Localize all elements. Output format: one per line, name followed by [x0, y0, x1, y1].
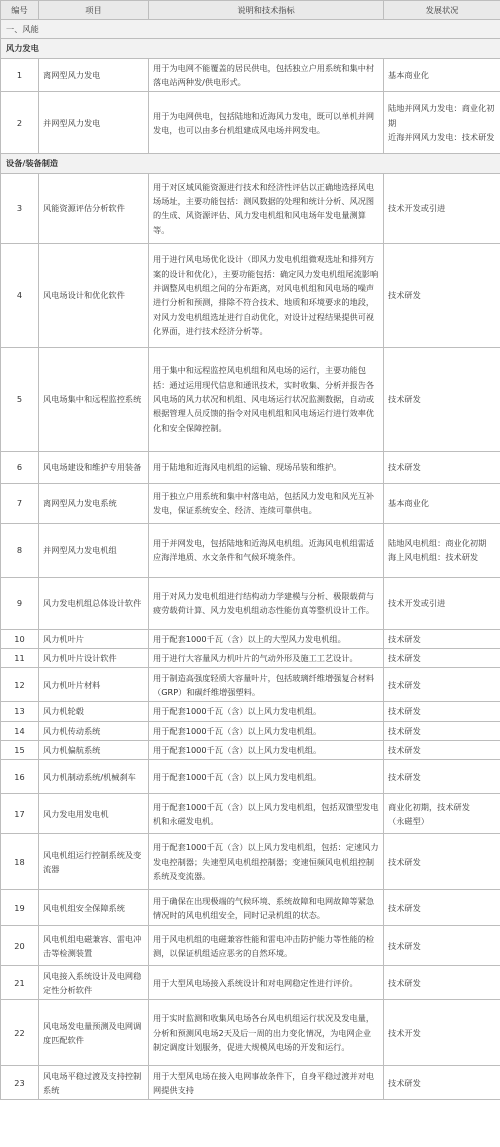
table-row	[1, 483, 500, 523]
cell-desc: 用于大型风电场在接入电网事故条件下，自身平稳过渡并对电网提供支持	[149, 1066, 384, 1100]
table-row	[1, 451, 500, 483]
cell-desc: 用于确保在出现极端的气候环境、系统故障和电网故障等紧急情况时的风电机组安全，同时记录机组的状态。	[149, 890, 384, 926]
cell-item: 风能资源评估分析软件	[39, 173, 149, 243]
cell-item: 风电场设计和优化软件	[39, 243, 149, 347]
cell-num: 1	[1, 58, 39, 92]
table-row	[1, 1000, 500, 1066]
cell-item: 风电场建设和维护专用装备	[39, 451, 149, 483]
table-row	[1, 243, 500, 347]
status-line: 技术研发	[388, 706, 421, 717]
table-row	[1, 668, 500, 702]
cell-desc: 用于配套1000千瓦（含）以上风力发电机组。	[149, 721, 384, 740]
header-item: 项目	[39, 1, 149, 20]
cell-num: 7	[1, 483, 39, 523]
cell-desc: 用于制造高强度轻质大容量叶片，包括玻璃纤维增强复合材料（GRP）和碳纤维增强塑料。	[149, 668, 384, 702]
cell-status	[384, 702, 500, 721]
cell-desc: 用于大型风电场接入系统设计和对电网稳定性进行评价。	[149, 966, 384, 1000]
cell-status	[384, 92, 500, 154]
table-row	[1, 890, 500, 926]
cell-status	[384, 58, 500, 92]
cell-desc: 用于陆地和近海风电机组的运输、现场吊装和维护。	[149, 451, 384, 483]
cell-num: 20	[1, 926, 39, 966]
status-line: （永磁型）	[388, 815, 429, 826]
cell-num: 14	[1, 721, 39, 740]
cell-item: 风电机组运行控制系统及变流器	[39, 834, 149, 890]
status-line: 海上风电机组：技术研发	[388, 552, 479, 563]
cell-status	[384, 173, 500, 243]
status-line: 陆地风电机组：商业化初期	[388, 537, 487, 548]
cell-status	[384, 1066, 500, 1100]
status-line: 技术研发	[388, 633, 421, 644]
cell-item: 风电场集中和远程监控系统	[39, 347, 149, 451]
subsection-title: 风力发电	[1, 39, 500, 58]
status-line: 技术研发	[388, 940, 421, 951]
cell-item: 并网型风力发电机组	[39, 523, 149, 577]
status-line: 技术研发	[388, 1077, 421, 1088]
table-row	[1, 926, 500, 966]
cell-num: 15	[1, 741, 39, 760]
cell-status	[384, 966, 500, 1000]
cell-num: 6	[1, 451, 39, 483]
cell-desc: 用于为电网供电，包括陆地和近海风力发电，既可以单机并网发电，也可以由多台机组建成风电场并网发电。	[149, 92, 384, 154]
cell-item: 风力机叶片设计软件	[39, 649, 149, 668]
status-line: 技术研发	[388, 856, 421, 867]
cell-num: 5	[1, 347, 39, 451]
subsection-row	[1, 39, 500, 58]
cell-desc: 用于进行大容量风力机叶片的气动外形及施工工艺设计。	[149, 649, 384, 668]
subsection-row	[1, 154, 500, 173]
cell-num: 22	[1, 1000, 39, 1066]
cell-desc: 用于实时监测和收集风电场各台风电机组运行状况及发电量，分析和预测风电场2天及后一周的出力变化情况，为电网企业制定调度计划服务，促进大规模风电场的开发和运行。	[149, 1000, 384, 1066]
cell-item: 风力机制动系统/机械刹车	[39, 760, 149, 794]
status-line: 基本商业化	[388, 498, 429, 509]
cell-item: 风力机传动系统	[39, 721, 149, 740]
cell-num: 3	[1, 173, 39, 243]
cell-num: 19	[1, 890, 39, 926]
cell-item: 风力机偏航系统	[39, 741, 149, 760]
cell-item: 离网型风力发电系统	[39, 483, 149, 523]
cell-desc: 用于独立户用系统和集中村落电站，包括风力发电和风光互补发电，保证系统安全、经济、连续可靠供电。	[149, 483, 384, 523]
cell-num: 11	[1, 649, 39, 668]
status-line: 技术研发	[388, 462, 421, 473]
table-row	[1, 92, 500, 154]
cell-status	[384, 926, 500, 966]
cell-desc: 用于配套1000千瓦（含）以上风力发电机组。	[149, 741, 384, 760]
status-line: 基本商业化	[388, 69, 429, 80]
cell-item: 风力机叶片材料	[39, 668, 149, 702]
cell-item: 风力发电机组总体设计软件	[39, 577, 149, 629]
cell-status	[384, 721, 500, 740]
header-status: 发展状况	[384, 1, 500, 20]
cell-status	[384, 243, 500, 347]
table-row	[1, 834, 500, 890]
table-row	[1, 649, 500, 668]
subsection-title: 设备/装备制造	[1, 154, 500, 173]
cell-desc: 用于进行风电场优化设计（即风力发电机组微观选址和排列方案的设计和优化），主要功能包括：确定风力发电机组尾流影响并调整风电机组之间的分布距离，对风电机组和风电场的噪声进行分析和预测，排除不符合技术、地质和环境要求的地段，对风力发电机组选址进行自动优化，对设计过程结果提供可视化界面，进行技术经济分析等。	[149, 243, 384, 347]
cell-item: 风电机组电磁兼容、雷电冲击等检测装置	[39, 926, 149, 966]
status-line: 技术研发	[388, 394, 421, 405]
status-line: 技术开发或引进	[388, 203, 446, 214]
status-line: 技术研发	[388, 977, 421, 988]
header-num: 编号	[1, 1, 39, 20]
cell-item: 风电场平稳过渡及支持控制系统	[39, 1066, 149, 1100]
status-line: 近海并网风力发电：技术研发	[388, 132, 495, 143]
cell-status	[384, 451, 500, 483]
cell-status	[384, 649, 500, 668]
cell-desc: 用于配套1000千瓦（含）以上风力发电机组。	[149, 760, 384, 794]
cell-num: 23	[1, 1066, 39, 1100]
status-line: 技术研发	[388, 771, 421, 782]
status-line: 技术研发	[388, 725, 421, 736]
cell-item: 风电机组安全保障系统	[39, 890, 149, 926]
table-row	[1, 721, 500, 740]
status-line: 技术研发	[388, 745, 421, 756]
cell-status	[384, 1000, 500, 1066]
status-line: 技术研发	[388, 902, 421, 913]
cell-desc: 用于配套1000千瓦（含）以上风力发电机组。	[149, 702, 384, 721]
cell-status	[384, 483, 500, 523]
table-row	[1, 173, 500, 243]
table-row	[1, 577, 500, 629]
cell-num: 13	[1, 702, 39, 721]
table-row	[1, 794, 500, 834]
status-line: 商业化初期，技术研发	[388, 801, 470, 812]
cell-num: 18	[1, 834, 39, 890]
cell-item: 离网型风力发电	[39, 58, 149, 92]
cell-desc: 用于配套1000千瓦（含）以上风力发电机组，包括双馈型发电机和永磁发电机。	[149, 794, 384, 834]
status-line: 技术研发	[388, 290, 421, 301]
cell-status	[384, 760, 500, 794]
table-header-row	[1, 1, 500, 20]
cell-num: 12	[1, 668, 39, 702]
cell-item: 风电接入系统设计及电网稳定性分析软件	[39, 966, 149, 1000]
cell-status	[384, 347, 500, 451]
cell-status	[384, 794, 500, 834]
cell-num: 2	[1, 92, 39, 154]
cell-desc: 用于集中和远程监控风电机组和风电场的运行，主要功能包括：通过运用现代信息和通讯技术，实时收集、分析并报告各风电场的风力状况和机组、风电场运行状况监测数据，自动或根据管理人员反馈的指令对风电机组和风电场运行进行效率优化和安全保障控制。	[149, 347, 384, 451]
status-line: 技术研发	[388, 653, 421, 664]
cell-num: 17	[1, 794, 39, 834]
cell-item: 风力发电用发电机	[39, 794, 149, 834]
cell-num: 4	[1, 243, 39, 347]
cell-num: 16	[1, 760, 39, 794]
table-row	[1, 347, 500, 451]
table-row	[1, 523, 500, 577]
cell-num: 9	[1, 577, 39, 629]
table-row	[1, 629, 500, 648]
cell-item: 风电场发电量预测及电网调度匹配软件	[39, 1000, 149, 1066]
table-row	[1, 58, 500, 92]
cell-num: 10	[1, 629, 39, 648]
cell-status	[384, 668, 500, 702]
table-row	[1, 702, 500, 721]
table-row	[1, 966, 500, 1000]
cell-desc: 用于对风力发电机组进行结构动力学建模与分析、极限载荷与疲劳载荷计算、风力发电机组动态性能仿真等整机设计工作。	[149, 577, 384, 629]
table-body	[1, 20, 500, 1100]
table-row	[1, 1066, 500, 1100]
cell-status	[384, 834, 500, 890]
cell-status	[384, 890, 500, 926]
section-row	[1, 20, 500, 39]
cell-status	[384, 629, 500, 648]
cell-item: 风力机轮毂	[39, 702, 149, 721]
status-line: 技术开发	[388, 1027, 421, 1038]
cell-desc: 用于配套1000千瓦（含）以上风力发电机组，包括：定速风力发电控制器；失速型风电机组控制器；变速恒频风电机组控制系统及变流器。	[149, 834, 384, 890]
header-desc: 说明和技术指标	[149, 1, 384, 20]
section-title: 一、风能	[1, 20, 500, 39]
cell-desc: 用于对区域风能资源进行技术和经济性评估以正确地选择风电场场址，主要功能包括：测风数据的处理和统计分析、风况图的生成、风资源评估、风力发电机组和风电场年发电量测算等。	[149, 173, 384, 243]
cell-desc: 用于风电机组的电磁兼容性能和雷电冲击防护能力等性能的检测，以保证机组适应恶劣的自然环境。	[149, 926, 384, 966]
cell-status	[384, 577, 500, 629]
cell-desc: 用于配套1000千瓦（含）以上的大型风力发电机组。	[149, 629, 384, 648]
cell-num: 8	[1, 523, 39, 577]
cell-desc: 用于为电网不能覆盖的居民供电，包括独立户用系统和集中村落电站两种发/供电形式。	[149, 58, 384, 92]
status-line: 技术开发或引进	[388, 598, 446, 609]
status-line: 陆地并网风力发电：商业化初期	[388, 103, 495, 128]
cell-item: 风力机叶片	[39, 629, 149, 648]
cell-item: 并网型风力发电	[39, 92, 149, 154]
table-row	[1, 741, 500, 760]
cell-status	[384, 741, 500, 760]
status-line: 技术研发	[388, 679, 421, 690]
cell-num: 21	[1, 966, 39, 1000]
cell-desc: 用于并网发电，包括陆地和近海风电机组。近海风电机组需适应海洋地质、水文条件和气候环境条件。	[149, 523, 384, 577]
table-row	[1, 760, 500, 794]
cell-status	[384, 523, 500, 577]
